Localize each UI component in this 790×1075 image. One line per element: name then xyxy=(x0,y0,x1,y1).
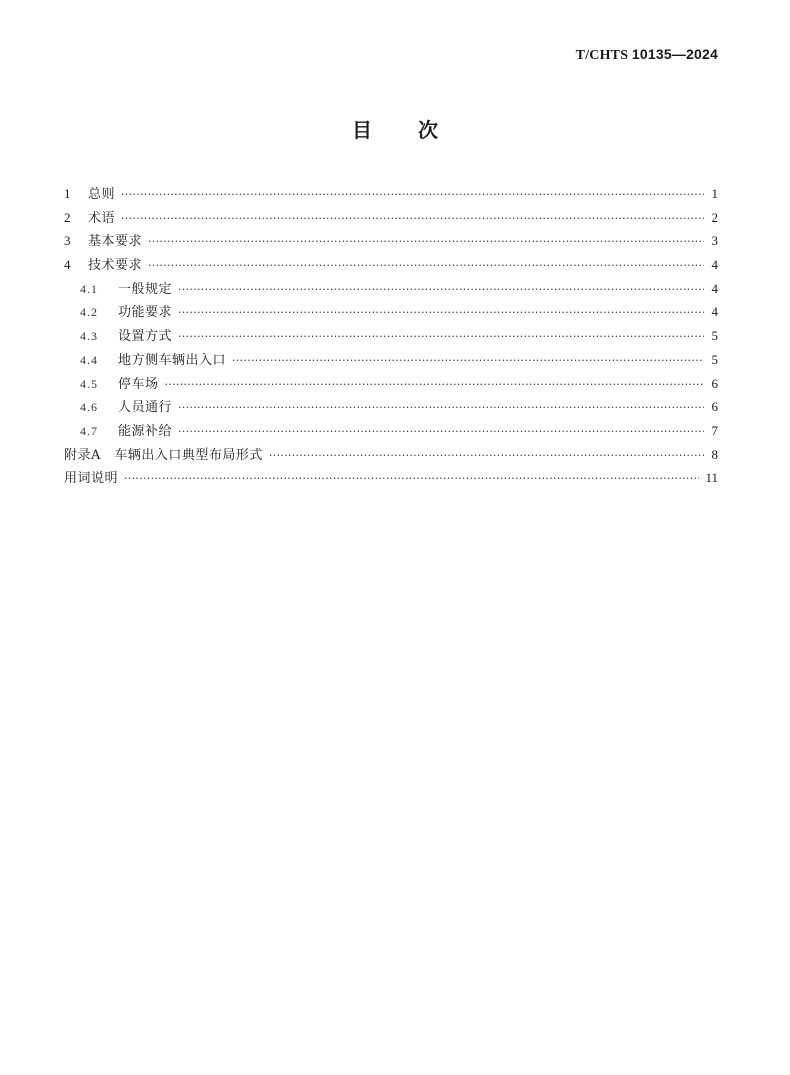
toc-entry[interactable] xyxy=(64,207,718,231)
toc-leader-dots xyxy=(148,235,704,248)
toc-entry-page: 3 xyxy=(711,233,718,249)
toc-entry[interactable] xyxy=(64,230,718,254)
toc-subentry[interactable] xyxy=(64,325,718,349)
toc-entry-page: 1 xyxy=(711,186,718,201)
toc-entry-label: 总则 xyxy=(88,187,116,202)
toc-entry-label: 术语 xyxy=(88,210,116,226)
toc-entry-label: 附录A 车辆出入口典型布局形式 xyxy=(64,447,263,463)
toc-subentry[interactable] xyxy=(64,301,718,325)
toc-entry-number: 4.4 xyxy=(80,352,98,367)
toc-entry[interactable] xyxy=(64,183,718,207)
toc-entry-label: 技术要求 xyxy=(88,258,143,274)
toc-entry-page: 8 xyxy=(711,446,718,462)
toc-leader-dots xyxy=(124,472,699,485)
toc-leader-dots xyxy=(178,283,704,296)
document-code-number: 10135—2024 xyxy=(631,46,718,62)
toc-entry-page: 6 xyxy=(711,375,718,391)
toc-entry-number: 2 xyxy=(64,209,71,225)
toc-entry-label: 能源补给 xyxy=(118,423,173,439)
document-code-prefix: T/CHTS xyxy=(575,48,629,63)
toc-entry-number: 1 xyxy=(64,186,71,201)
toc-subentry[interactable] xyxy=(64,278,718,302)
toc-leader-dots xyxy=(148,259,704,272)
toc-entry-page: 11 xyxy=(705,470,718,486)
toc-entry-label: 基本要求 xyxy=(88,234,143,250)
toc-entry-label: 用词说明 xyxy=(64,471,119,487)
toc-entry-label: 一般规定 xyxy=(118,281,173,297)
toc-entry-number: 4.3 xyxy=(80,329,98,344)
toc-subentry[interactable] xyxy=(64,396,718,420)
toc-terms-entry[interactable] xyxy=(64,467,718,491)
toc-leader-dots xyxy=(121,212,704,225)
toc-appendix-entry[interactable] xyxy=(64,444,718,468)
toc-entry-number: 4 xyxy=(64,257,71,273)
toc-leader-dots xyxy=(178,425,704,438)
toc-subentry[interactable] xyxy=(64,373,718,397)
toc-leader-dots xyxy=(121,188,704,201)
toc-entry-page: 4 xyxy=(711,280,718,296)
toc-entry-label: 地方侧车辆出入口 xyxy=(118,352,227,368)
toc-leader-dots xyxy=(178,306,704,319)
toc-subentry[interactable] xyxy=(64,420,718,444)
toc-leader-dots xyxy=(269,449,704,462)
document-code xyxy=(576,46,718,64)
toc-entry-label: 设置方式 xyxy=(118,329,173,345)
toc-title xyxy=(0,114,790,143)
toc-leader-dots xyxy=(178,330,704,343)
toc-entry-number: 3 xyxy=(64,233,71,249)
toc-entry-label: 停车场 xyxy=(118,376,159,392)
toc-subentry[interactable] xyxy=(64,349,718,373)
table-of-contents xyxy=(64,183,718,491)
toc-leader-dots xyxy=(232,354,704,367)
toc-entry-page: 4 xyxy=(711,304,718,320)
toc-entry-page: 4 xyxy=(711,257,718,273)
toc-entry-number: 4.7 xyxy=(80,423,98,438)
toc-entry[interactable] xyxy=(64,254,718,278)
toc-entry-page: 6 xyxy=(711,399,718,415)
toc-entry-number: 4.5 xyxy=(80,376,98,391)
toc-entry-number: 4.2 xyxy=(80,305,98,320)
toc-entry-page: 2 xyxy=(711,209,718,225)
toc-title-char-2: 次 xyxy=(418,118,438,142)
toc-entry-page: 7 xyxy=(711,422,718,438)
toc-entry-label: 人员通行 xyxy=(118,400,173,416)
toc-entry-page: 5 xyxy=(711,328,718,344)
toc-entry-page: 5 xyxy=(711,351,718,367)
toc-leader-dots xyxy=(165,378,704,391)
toc-entry-label: 功能要求 xyxy=(118,305,173,321)
toc-entry-number: 4.6 xyxy=(80,400,98,415)
toc-title-char-1: 目 xyxy=(352,118,372,142)
toc-entry-number: 4.1 xyxy=(80,281,98,296)
toc-leader-dots xyxy=(178,401,704,414)
